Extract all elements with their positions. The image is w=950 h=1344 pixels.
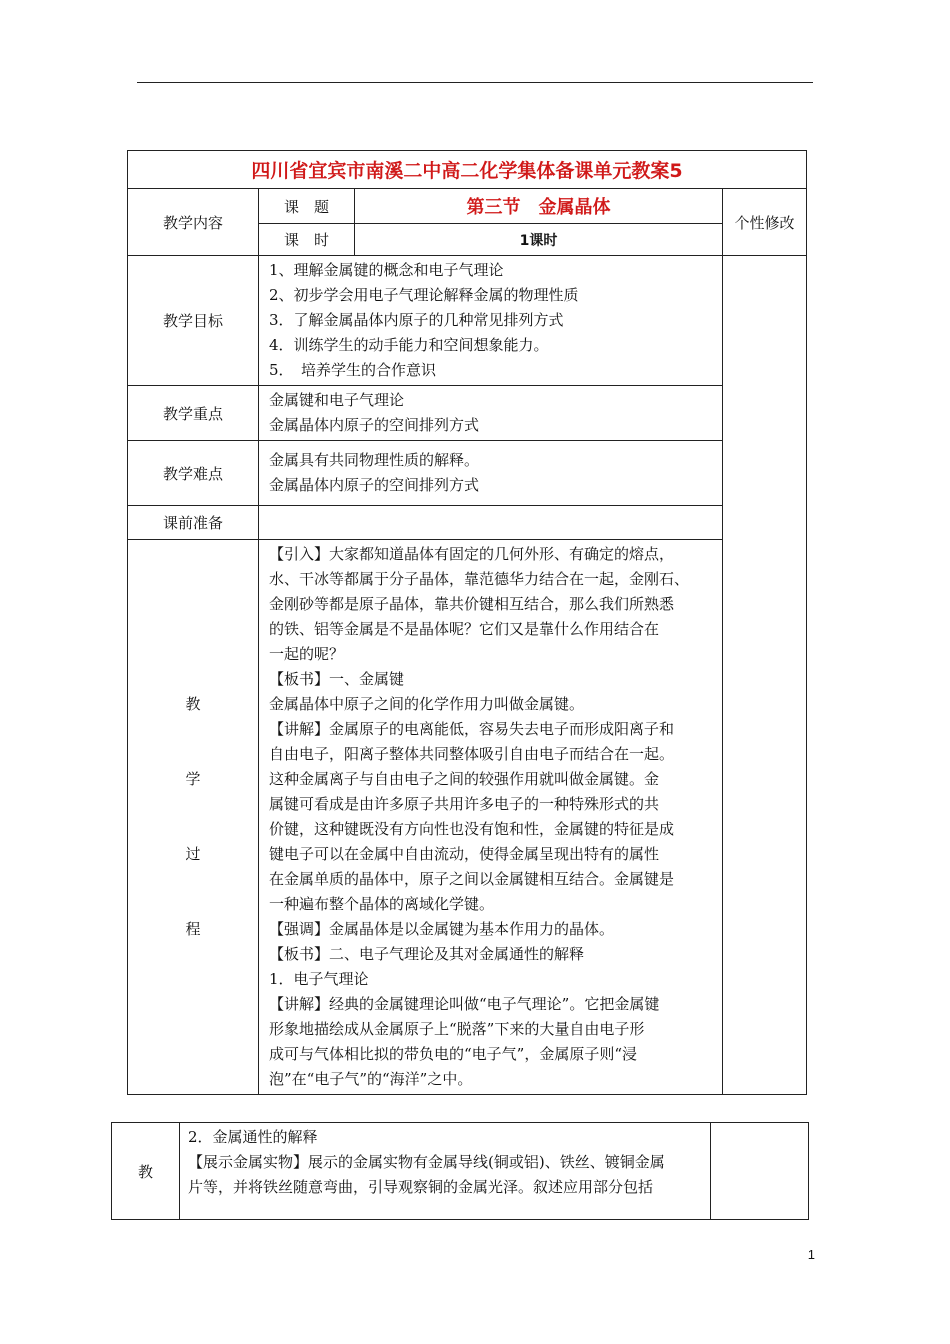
difficulties-label: 教学难点 — [128, 441, 259, 506]
process-line: 成可与气体相比拟的带负电的“电子气”，金属原子则“浸 — [269, 1045, 638, 1063]
process-line: 键电子可以在金属中自由流动，使得金属呈现出特有的属性 — [269, 845, 660, 863]
key-points-label: 教学重点 — [128, 386, 259, 441]
process-line: 【板书】二、电子气理论及其对金属通性的解释 — [269, 945, 585, 963]
document-title: 四川省宜宾市南溪二中高二化学集体备课单元教案5 — [128, 151, 807, 189]
process-line: 【讲解】金属原子的电离能低，容易失去电子而形成阳离子和 — [269, 720, 675, 738]
teaching-content-label: 教学内容 — [128, 189, 259, 256]
personal-revision-column-continued — [711, 1123, 809, 1220]
process-content — [259, 540, 723, 1095]
objective-item: 4．训练学生的动手能力和空间想象能力。 — [269, 336, 549, 354]
page-number: 1 — [807, 1247, 815, 1262]
process-line: 片等，并将铁丝随意弯曲，引导观察铜的金属光泽。叙述应用部分包括 — [188, 1178, 654, 1196]
process-label-continued: 教 — [112, 1123, 180, 1220]
topic-value: 第三节 金属晶体 — [355, 189, 723, 224]
preparation-value — [259, 506, 723, 540]
process-line: 【引入】大家都知道晶体有固定的几何外形、有确定的熔点， — [269, 545, 675, 563]
process-line: 【展示金属实物】展示的金属实物有金属导线(铜或铝)、铁丝、镀铜金属 — [188, 1153, 665, 1171]
process-line: 在金属单质的晶体中，原子之间以金属键相互结合。金属键是 — [269, 870, 675, 888]
process-line: 价键，这种键既没有方向性也没有饱和性，金属键的特征是成 — [269, 820, 675, 838]
header-rule — [137, 82, 813, 83]
process-char: 过 — [185, 845, 201, 863]
process-line: 自由电子，阳离子整体共同整体吸引自由电子而结合在一起。 — [269, 745, 675, 763]
process-line: 一种遍布整个晶体的离域化学键。 — [269, 895, 495, 913]
process-line: 属键可看成是由许多原子共用许多电子的一种特殊形式的共 — [269, 795, 660, 813]
objective-item: 2、初步学会用电子气理论解释金属的物理性质 — [269, 286, 579, 304]
preparation-label: 课前准备 — [128, 506, 259, 540]
process-line: 1．电子气理论 — [269, 970, 369, 988]
process-line: 水、干冰等都属于分子晶体，靠范德华力结合在一起，金刚石、 — [269, 570, 690, 588]
difficulty-item: 金属晶体内原子的空间排列方式 — [269, 476, 480, 494]
process-line: 一起的呢？ — [269, 645, 345, 663]
process-label — [128, 540, 259, 1095]
process-line: 【强调】金属晶体是以金属键为基本作用力的晶体。 — [269, 920, 615, 938]
objective-item: 5． 培养学生的合作意识 — [269, 361, 437, 379]
process-line: 这种金属离子与自由电子之间的较强作用就叫做金属键。金 — [269, 770, 660, 788]
objective-item: 1、理解金属键的概念和电子气理论 — [269, 261, 504, 279]
process-char: 教 — [185, 695, 201, 713]
process-line: 的铁、铝等金属是不是晶体呢？它们又是靠什么作用结合在 — [269, 620, 660, 638]
process-content-continued — [180, 1123, 711, 1220]
key-points-list — [259, 386, 723, 441]
process-line: 泡”在“电子气”的“海洋”之中。 — [269, 1070, 473, 1088]
difficulties-list — [259, 441, 723, 506]
objectives-label: 教学目标 — [128, 256, 259, 386]
period-value: 1课时 — [355, 224, 723, 256]
topic-label: 课 题 — [259, 189, 355, 224]
lesson-plan-table — [127, 150, 807, 1095]
personal-revision-column — [723, 256, 807, 1095]
difficulty-item: 金属具有共同物理性质的解释。 — [269, 451, 480, 469]
process-line: 2．金属通性的解释 — [188, 1128, 318, 1146]
process-char: 学 — [185, 770, 201, 788]
lesson-plan-table-continued — [111, 1122, 809, 1220]
process-line: 【讲解】经典的金属键理论叫做“电子气理论”。它把金属键 — [269, 995, 660, 1013]
process-line: 金刚砂等都是原子晶体，靠共价键相互结合，那么我们所熟悉 — [269, 595, 675, 613]
objectives-list — [259, 256, 723, 386]
key-point-item: 金属键和电子气理论 — [269, 391, 405, 409]
period-label: 课 时 — [259, 224, 355, 256]
objective-item: 3．了解金属晶体内原子的几种常见排列方式 — [269, 311, 564, 329]
personal-revision-label: 个性修改 — [723, 189, 807, 256]
process-line: 【板书】一、金属键 — [269, 670, 405, 688]
key-point-item: 金属晶体内原子的空间排列方式 — [269, 416, 480, 434]
process-char: 程 — [185, 920, 201, 938]
process-line: 金属晶体中原子之间的化学作用力叫做金属键。 — [269, 695, 585, 713]
process-line: 形象地描绘成从金属原子上“脱落”下来的大量自由电子形 — [269, 1020, 645, 1038]
